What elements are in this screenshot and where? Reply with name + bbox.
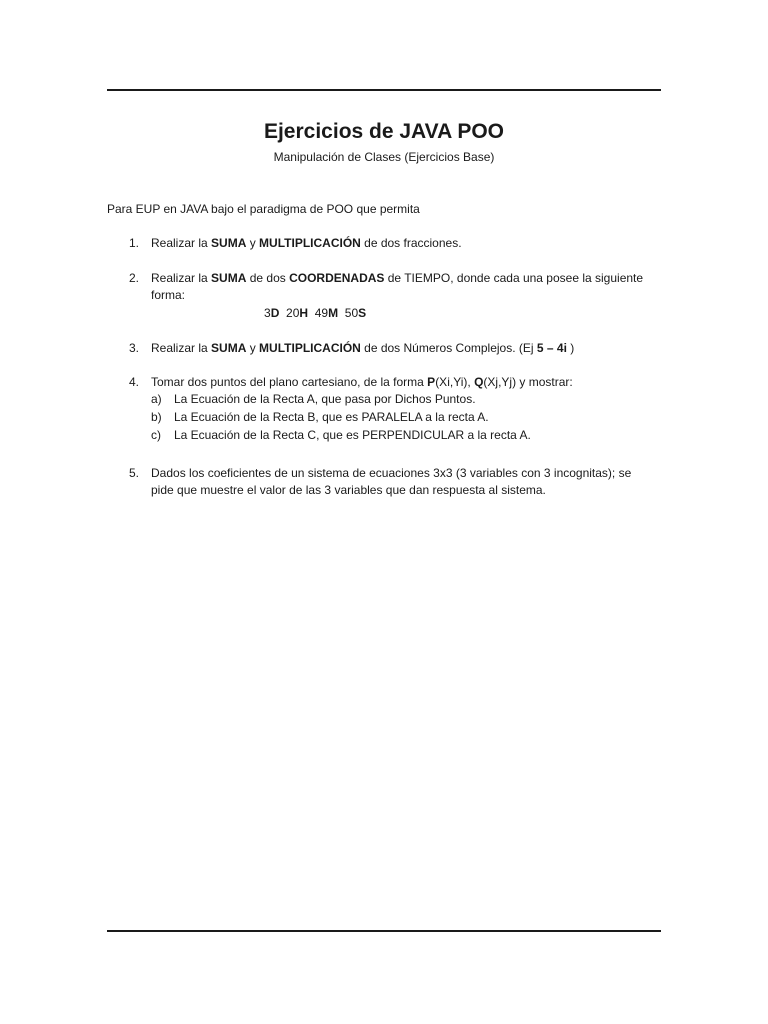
exercise-item-3 — [129, 340, 659, 357]
top-rule — [107, 89, 661, 91]
exercise-item-4 — [129, 374, 659, 445]
exercise-number: 4. — [129, 375, 140, 389]
exercise-item-5 — [129, 465, 659, 499]
exercise-number: 5. — [129, 466, 140, 480]
time-format-example: 3D 20H 49M 50S — [264, 306, 367, 320]
exercise-text: Tomar dos puntos del plano cartesiano, de la forma P(Xi,Yi), Q(Xj,Yj) y mostrar: a) La Ecuación de la Recta A, que pasa por Dichos Puntos. b) La Ecuación de la Recta B, que es PARALELA a la recta A. c) La Ecuación de la Recta C, que es PERPENDICULAR a la recta A. — [151, 374, 659, 445]
exercise-number: 3. — [129, 341, 140, 355]
subitem-a: a) La Ecuación de la Recta A, que pasa por Dichos Puntos. — [151, 392, 476, 406]
exercise-number: 1. — [129, 236, 140, 250]
subitem-c: c) La Ecuación de la Recta C, que es PERPENDICULAR a la recta A. — [151, 428, 531, 442]
exercise-number: 2. — [129, 271, 140, 285]
exercise-text: Realizar la SUMA y MULTIPLICACIÓN de dos fracciones. — [151, 236, 462, 250]
page-subtitle: Manipulación de Clases (Ejercicios Base) — [273, 150, 495, 164]
exercise-text: Dados los coeficientes de un sistema de ecuaciones 3x3 (3 variables con 3 incognitas); se pide que muestre el valor de las 3 variables que dan respuesta al sistema. — [151, 466, 632, 497]
exercise-item-1 — [129, 235, 659, 252]
exercise-item-2 — [129, 270, 659, 322]
subitem-b: b) La Ecuación de la Recta B, que es PARALELA a la recta A. — [151, 410, 489, 424]
page-title: Ejercicios de JAVA POO — [263, 120, 505, 143]
exercise-text: Realizar la SUMA y MULTIPLICACIÓN de dos Números Complejos. (Ej 5 – 4i ) — [151, 341, 575, 355]
exercise-text: Realizar la SUMA de dos COORDENADAS de TIEMPO, donde cada una posee la siguiente forma: 3D 20H 49M 50S — [151, 270, 659, 322]
intro-text: Para EUP en JAVA bajo el paradigma de POO que permita — [107, 202, 420, 216]
bottom-rule — [107, 930, 661, 932]
